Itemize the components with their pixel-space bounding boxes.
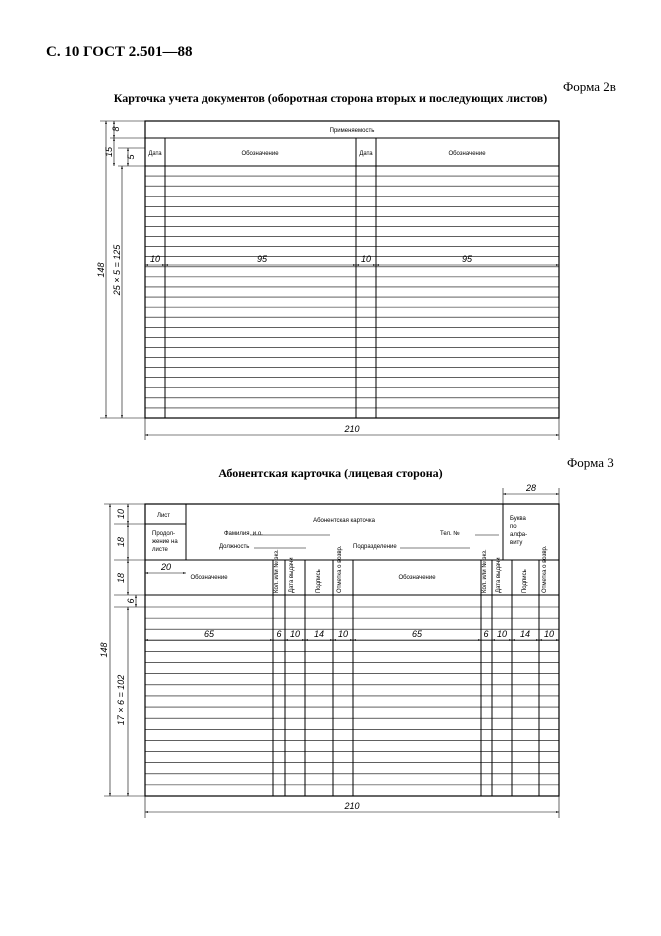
svg-text:жение на: жение на <box>152 539 178 545</box>
form2v-dim-10-1: 10 <box>149 254 161 264</box>
form3-dim-18b: 18 <box>116 572 126 584</box>
svg-text:виту: виту <box>510 540 523 546</box>
form3-dim-10-1: 10 <box>289 629 301 639</box>
form2v-dimensions <box>100 121 559 440</box>
form2v-col-date-2: Дата <box>359 151 373 157</box>
form2v-dim-5: 5 <box>126 154 136 160</box>
form3-continuation <box>152 531 178 553</box>
svg-text:Кол. или № экз.: Кол. или № экз. <box>482 549 488 593</box>
form3-surname: Фамилия, и.о. <box>224 531 263 537</box>
form2v-dim-8: 8 <box>111 126 121 132</box>
form3-dim-10-3: 10 <box>496 629 508 639</box>
form3-col-designation-2: Обозначение <box>398 575 436 581</box>
form2v-col-designation-2: Обозначение <box>448 151 486 157</box>
form3-dim-210: 210 <box>344 801 360 811</box>
form2v-title: Карточка учета документов (оборотная сторона вторых и последующих листов) <box>113 91 548 105</box>
svg-text:Продол-: Продол- <box>152 531 176 537</box>
svg-text:листе: листе <box>152 547 168 553</box>
form3-dim-6-2: 6 <box>483 629 489 639</box>
form3-dim-14-1: 14 <box>313 629 325 639</box>
form3-title: Абонентская карточка (лицевая сторона) <box>218 466 443 480</box>
form2v-dim-148: 148 <box>96 262 106 278</box>
form2v-dim-10-2: 10 <box>360 254 372 264</box>
form3-dim-10-2: 10 <box>337 629 349 639</box>
svg-text:Буква: Буква <box>510 516 526 522</box>
form3-card-title: Абонентская карточка <box>313 518 375 524</box>
form3-dim-20: 20 <box>160 562 172 572</box>
form3-sheet: Лист <box>157 513 171 519</box>
form3-dimensions <box>104 488 559 818</box>
form3-department: Подразделение <box>353 544 397 550</box>
form2v-applicability: Применяемость <box>329 128 375 134</box>
form3-label: Форма 3 <box>567 455 614 470</box>
svg-text:по: по <box>510 524 517 530</box>
form2v-dim-125: 25 × 5 = 125 <box>112 244 122 296</box>
form3-dim-6: 6 <box>126 598 136 604</box>
form2v-dim-210: 210 <box>344 424 360 434</box>
form3-phone: Тел. № <box>440 531 460 537</box>
form3-vertical-headers <box>273 545 548 593</box>
form3-letter <box>510 516 527 546</box>
form2v-label: Форма 2в <box>563 79 616 94</box>
svg-text:Дата выдачи: Дата выдачи <box>496 557 502 593</box>
svg-text:Дата выдачи: Дата выдачи <box>289 557 295 593</box>
form3-dim-14-2: 14 <box>519 629 531 639</box>
svg-text:алфа-: алфа- <box>510 532 528 538</box>
form3-dim-102: 17 × 6 = 102 <box>116 674 126 726</box>
form2v-dim-95-1: 95 <box>256 254 268 264</box>
form3-position: Должность <box>219 544 250 550</box>
form3-col-designation-1: Обозначение <box>190 575 228 581</box>
form3-dim-28: 28 <box>525 483 537 493</box>
svg-text:Кол. или № экз.: Кол. или № экз. <box>274 549 280 593</box>
form3-dim-10-4: 10 <box>543 629 555 639</box>
form2v-card <box>145 121 559 418</box>
form2v-dim-95-2: 95 <box>461 254 473 264</box>
form3-card <box>145 504 559 796</box>
svg-text:Подпись: Подпись <box>316 569 322 593</box>
form2v-col-date-1: Дата <box>148 151 162 157</box>
page-header: С. 10 ГОСТ 2.501—88 <box>46 44 193 60</box>
form2v-col-designation-1: Обозначение <box>241 151 279 157</box>
form3-dim-148: 148 <box>99 642 109 658</box>
form3-dim-10: 10 <box>116 508 126 520</box>
svg-text:Отметка о возвр.: Отметка о возвр. <box>542 545 548 593</box>
form3-dim-65-1: 65 <box>203 629 215 639</box>
svg-text:Подпись: Подпись <box>522 569 528 593</box>
form3-dim-18: 18 <box>116 536 126 548</box>
form3-dim-65-2: 65 <box>411 629 423 639</box>
form3-dim-6-1: 6 <box>276 629 282 639</box>
form2v-dim-15: 15 <box>104 146 114 158</box>
svg-text:Отметка о возвр.: Отметка о возвр. <box>337 545 343 593</box>
